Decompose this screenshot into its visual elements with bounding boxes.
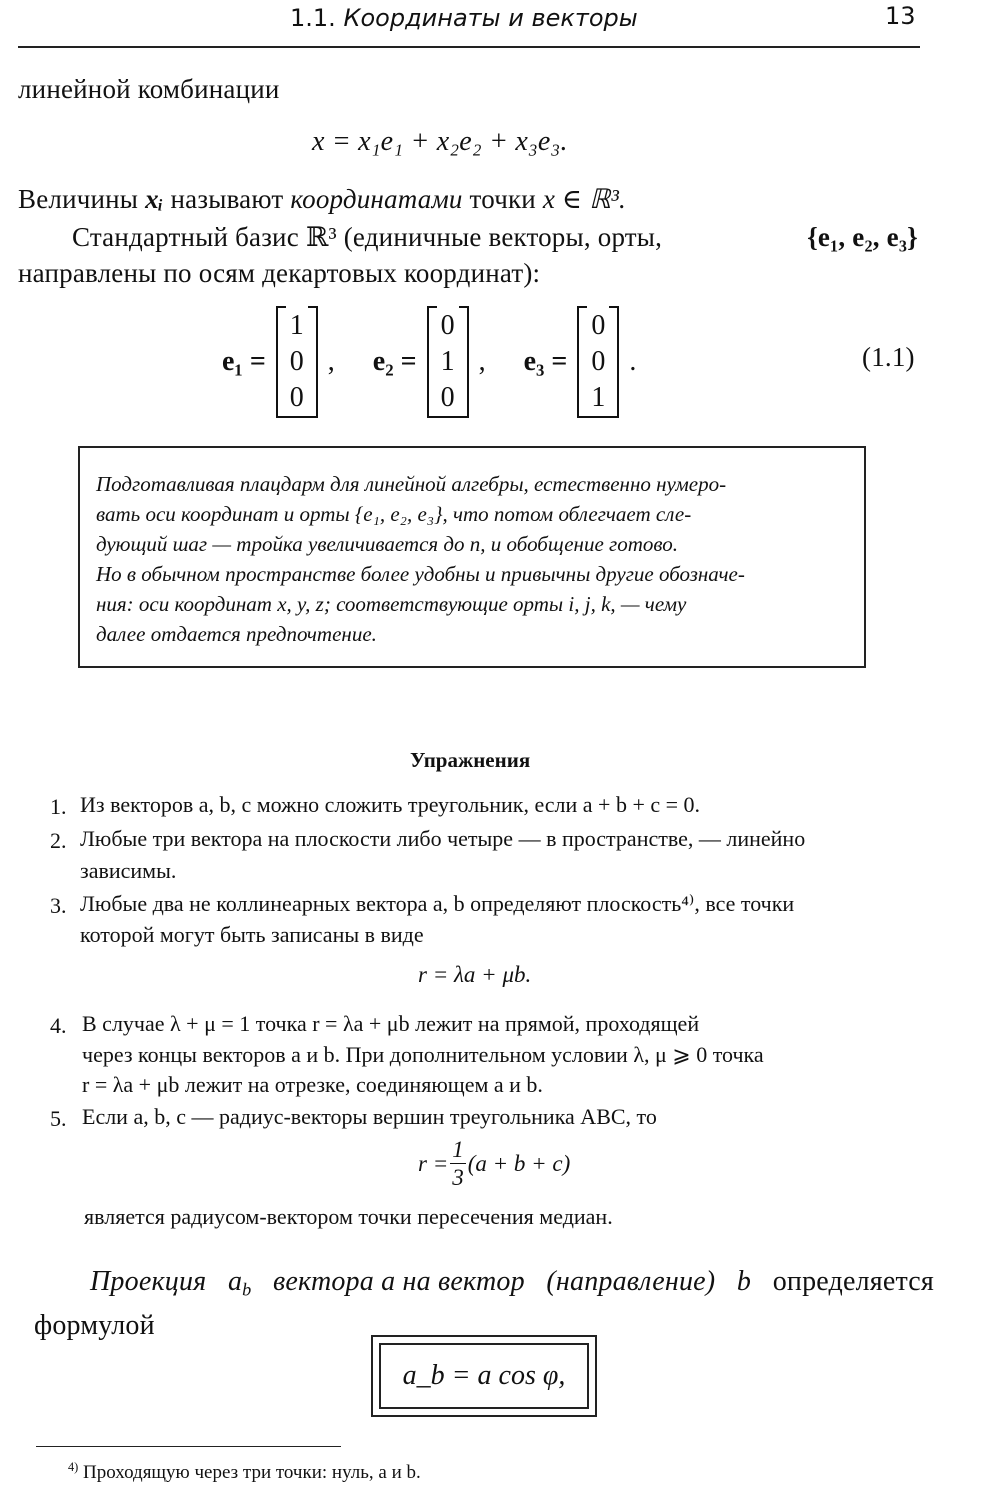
e1-label: e₁ = bbox=[222, 346, 266, 377]
exercise-line: зависимы. bbox=[80, 858, 177, 883]
exercise-number: 2. bbox=[50, 828, 67, 853]
remark-line: далее отдается предпочтение. bbox=[96, 622, 377, 646]
projection-word: Проекция bbox=[90, 1266, 207, 1297]
separator: , bbox=[327, 346, 335, 377]
projection-symbol: $a_b$ bbox=[227, 1266, 252, 1300]
coordinates-sentence bbox=[18, 184, 626, 215]
remark-line: Подготавливая плацдарм для линейной алгебры, естественно нумеро- bbox=[96, 472, 727, 496]
footnote-rule bbox=[36, 1446, 341, 1447]
formula-3: r = λa + μb. bbox=[418, 962, 532, 987]
exercise-number: 5. bbox=[50, 1106, 67, 1131]
boxed-formula: a_b = a cos φ, bbox=[379, 1343, 589, 1409]
e2-label: e₂ = bbox=[372, 346, 417, 377]
matrix-cell: 1 bbox=[289, 310, 304, 341]
exercise-line: Любые три вектора на плоскости либо четыре — в пространстве, — линейно bbox=[80, 826, 806, 851]
equation-1-1 bbox=[222, 306, 636, 418]
matrix-cell: 0 bbox=[591, 310, 606, 341]
coords-var: xᵢ bbox=[145, 184, 164, 214]
exercise-number: 3. bbox=[50, 893, 67, 918]
projection-line-2: формулой bbox=[34, 1310, 155, 1341]
exercise-line: Если a, b, c — радиус-векторы вершин треугольника ABC, то bbox=[82, 1104, 657, 1129]
projection-b: b bbox=[736, 1266, 752, 1297]
projection-line-1 bbox=[90, 1266, 934, 1300]
header-rule bbox=[18, 46, 920, 48]
remark-line: Но в обычном пространстве более удобны и привычны другие обозначе- bbox=[96, 562, 745, 586]
footnote-marker: 4) bbox=[68, 1460, 79, 1474]
separator: . bbox=[629, 346, 637, 377]
exercise-line: Из векторов a, b, c можно сложить треугольник, если a + b + c = 0. bbox=[80, 792, 701, 817]
exercise-line: которой могут быть записаны в виде bbox=[80, 922, 424, 947]
page-number: 13 bbox=[885, 2, 916, 30]
matrix-e3 bbox=[577, 306, 619, 418]
coords-text-c: точки bbox=[469, 184, 536, 214]
exercise-line: через концы векторов a и b. При дополнительном условии λ, μ ⩾ 0 точка bbox=[82, 1042, 764, 1067]
coords-term: координатами bbox=[290, 184, 463, 214]
remark-line: дующий шаг — тройка увеличивается до n, и обобщение готово. bbox=[96, 532, 678, 556]
intro-line-1: линейной комбинации bbox=[18, 74, 280, 104]
formula-5-rhs: (a + b + c) bbox=[467, 1150, 571, 1176]
exercises-title: Упражнения bbox=[410, 748, 531, 772]
exercise-5-after: является радиусом-вектором точки пересечения медиан. bbox=[84, 1204, 613, 1229]
matrix-cell: 0 bbox=[440, 310, 455, 341]
projection-direction: (направление) bbox=[546, 1266, 716, 1297]
basis-line-1 bbox=[72, 222, 918, 253]
matrix-cell: 1 bbox=[440, 346, 455, 377]
matrix-cell: 0 bbox=[591, 346, 606, 377]
separator: , bbox=[478, 346, 486, 377]
equation-number: (1.1) bbox=[862, 342, 915, 372]
matrix-cell: 0 bbox=[440, 382, 455, 413]
basis-set: {e₁, e₂, e₃} bbox=[807, 222, 918, 252]
matrix-cell: 0 bbox=[289, 382, 304, 413]
section-title: Координаты и векторы bbox=[343, 4, 638, 32]
footnote bbox=[68, 1460, 421, 1484]
formula-5 bbox=[418, 1138, 570, 1189]
matrix-e1 bbox=[276, 306, 318, 418]
matrix-e2 bbox=[427, 306, 469, 418]
formula-5-lhs: r = bbox=[418, 1150, 449, 1176]
remark-line: ния: оси координат x, y, z; соответствующие орты i, j, k, — чему bbox=[96, 592, 687, 616]
exercise-number: 4. bbox=[50, 1013, 67, 1038]
e3-label: e₃ = bbox=[523, 346, 568, 377]
matrix-cell: 0 bbox=[289, 346, 304, 377]
remark-line: вать оси координат и орты {e₁, e₂, e₃}, что потом облегчает сле- bbox=[96, 502, 692, 526]
coords-text-b: называют bbox=[170, 184, 284, 214]
footnote-text: Проходящую через три точки: нуль, a и b. bbox=[83, 1461, 421, 1483]
fraction-one-third bbox=[450, 1138, 466, 1189]
coords-text-a: Величины bbox=[18, 184, 139, 214]
section-number: 1.1. bbox=[290, 4, 336, 32]
exercise-line: r = λa + μb лежит на отрезке, соединяющем a и b. bbox=[82, 1072, 543, 1097]
fraction-numerator: 1 bbox=[452, 1137, 464, 1162]
matrix-cell: 1 bbox=[591, 382, 606, 413]
coords-text-d: x ∈ ℝ³. bbox=[542, 184, 626, 214]
fraction-denominator: 3 bbox=[452, 1165, 464, 1190]
exercise-number: 1. bbox=[50, 794, 67, 819]
formula-x: x = x₁e₁ + x₂e₂ + x₃e₃. bbox=[312, 126, 568, 157]
running-header bbox=[290, 4, 638, 32]
exercise-line: Любые два не коллинеарных вектора a, b определяют плоскость⁴⁾, все точки bbox=[80, 891, 795, 916]
basis-line-1-text: Стандартный базис ℝ³ (единичные векторы, орты, bbox=[72, 222, 663, 252]
projection-defined: определяется bbox=[772, 1266, 934, 1297]
basis-line-2: направлены по осям декартовых координат): bbox=[18, 258, 541, 288]
exercise-line: В случае λ + μ = 1 точка r = λa + μb лежит на прямой, проходящей bbox=[82, 1011, 700, 1036]
projection-vector-text: вектора a на вектор bbox=[273, 1266, 525, 1297]
